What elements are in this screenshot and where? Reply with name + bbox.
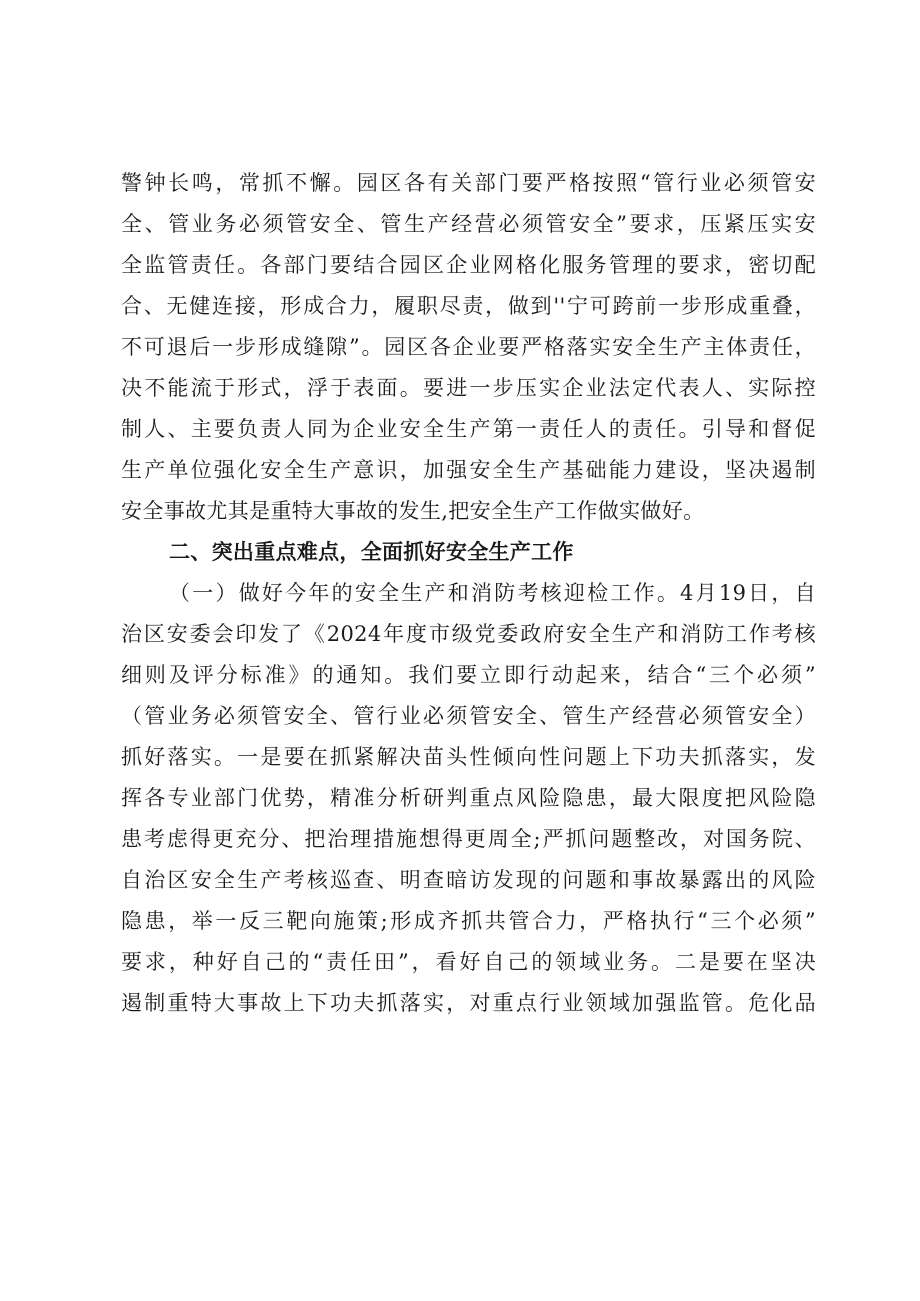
- paragraph-line-11: （一）做好今年的安全生产和消防考核迎检工作。4月19日，自: [169, 581, 816, 605]
- paragraph-line-1: 警钟长鸣，常抓不懈。园区各有关部门要严格按照“管行业必须管安: [121, 171, 816, 195]
- paragraph-line-6: 决不能流于形式，浮于表面。要进一步压实企业法定代表人、实际控: [121, 376, 816, 400]
- paragraph-line-9: 安全事故尤其是重特大事故的发生,把安全生产工作做实做好。: [121, 499, 705, 523]
- paragraph-line-3: 全监管责任。各部门要结合园区企业网格化服务管理的要求，密切配: [121, 253, 816, 277]
- paragraph-line-8: 生产单位强化安全生产意识，加强安全生产基础能力建设，坚决遏制: [121, 458, 816, 482]
- paragraph-line-4: 合、无健连接，形成合力，履职尽责，做到''宁可跨前一步形成重叠，: [121, 294, 816, 318]
- paragraph-line-12: 治区安委会印发了《2024年度市级党委政府安全生产和消防工作考核: [121, 622, 816, 646]
- paragraph-line-2: 全、管业务必须管安全、管生产经营必须管安全”要求，压紧压实安: [121, 212, 816, 236]
- paragraph-line-20: 要求，种好自己的“责任田”，看好自己的领域业务。二是要在坚决: [121, 950, 816, 974]
- paragraph-line-15: 抓好落实。一是要在抓紧解决苗头性倾向性问题上下功夫抓落实，发: [121, 745, 816, 769]
- paragraph-line-19: 隐患，举一反三靶向施策;形成齐抓共管合力，严格执行“三个必须”: [121, 909, 816, 933]
- paragraph-line-13: 细则及评分标准》的通知。我们要立即行动起来，结合“三个必须”: [121, 663, 816, 687]
- paragraph-line-16: 挥各专业部门优势，精准分析研判重点风险隐患，最大限度把风险隐: [121, 786, 816, 810]
- paragraph-line-14: （管业务必须管安全、管行业必须管安全、管生产经营必须管安全）: [121, 704, 816, 728]
- paragraph-line-21: 遏制重特大事故上下功夫抓落实，对重点行业领域加强监管。危化品: [121, 991, 816, 1015]
- paragraph-line-18: 自治区安全生产考核巡查、明查暗访发现的问题和事故暴露出的风险: [121, 868, 816, 892]
- paragraph-line-7: 制人、主要负责人同为企业安全生产第一责任人的责任。引导和督促: [121, 417, 816, 441]
- paragraph-line-5: 不可退后一步形成缝隙”。园区各企业要严格落实安全生产主体责任，: [121, 335, 816, 359]
- section-heading: 二、突出重点难点，全面抓好安全生产工作: [169, 540, 574, 564]
- paragraph-line-17: 患考虑得更充分、把治理措施想得更周全;严抓问题整改，对国务院、: [121, 827, 816, 851]
- document-body: [121, 163, 816, 1024]
